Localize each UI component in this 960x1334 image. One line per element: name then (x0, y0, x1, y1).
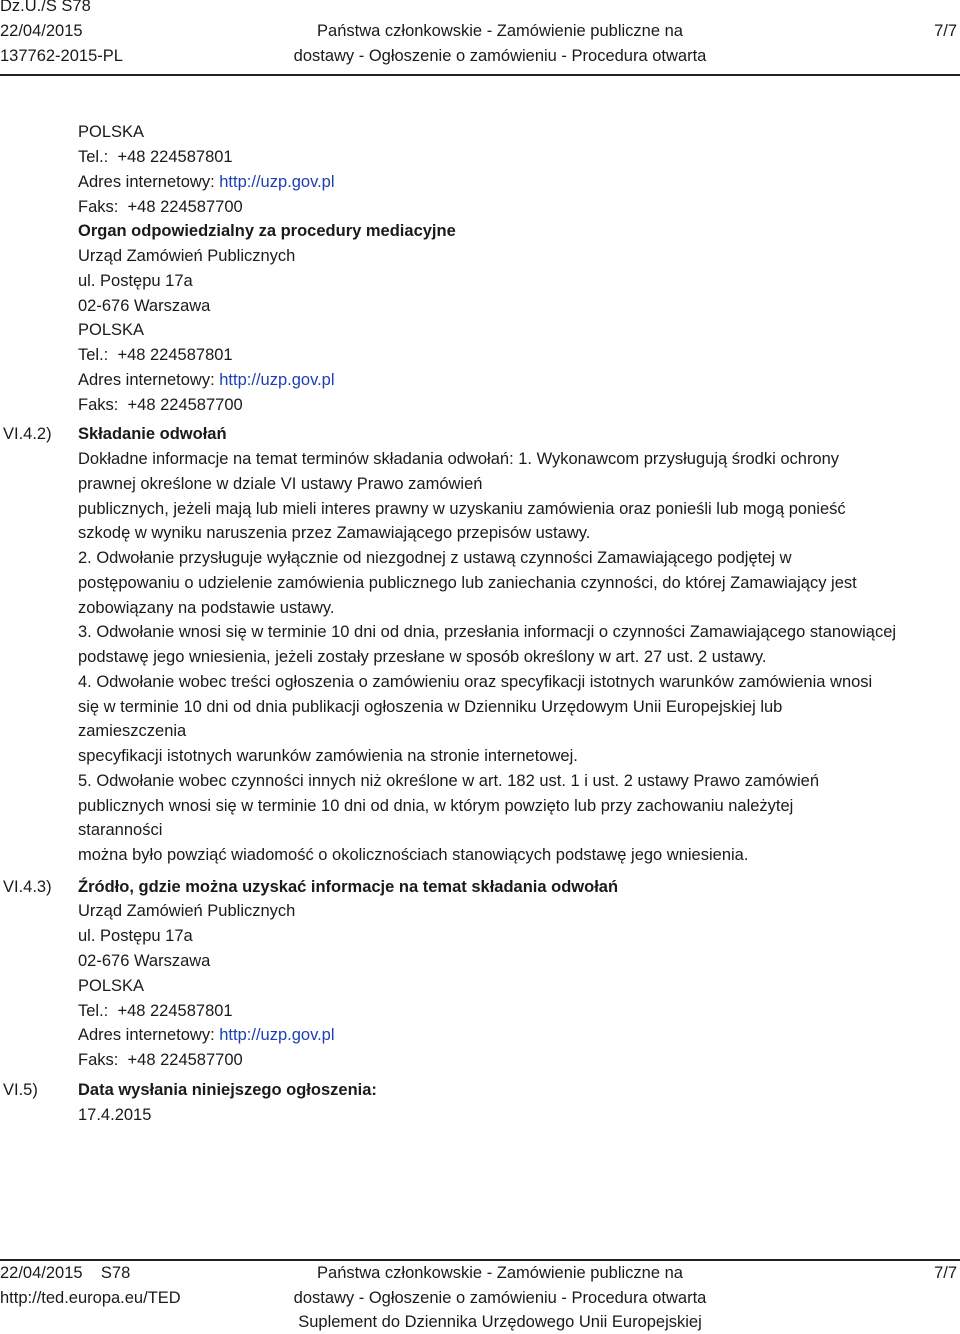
section-642-line: publicznych, jeżeli mają lub mieli interes prawny w uzyskaniu zamówienia oraz ponieśli lub mogą ponieść (78, 499, 846, 518)
section-642-line: Dokładne informacje na temat terminów składania odwołań: 1. Wykonawcom przysługują środki ochrony (78, 450, 840, 468)
header-divider (0, 74, 960, 76)
mediation-city: 02-676 Warszawa (78, 297, 211, 315)
section-643-tel: Tel.: +48 224587801 (78, 1002, 233, 1020)
section-642-line: 4. Odwołanie wobec treści ogłoszenia o zamówieniu oraz specyfikacji istotnych warunków zamówienia wnosi (78, 672, 873, 691)
header-date: 22/04/2015 (0, 22, 83, 40)
section-643-web-link[interactable]: http://uzp.gov.pl (219, 1026, 335, 1044)
section-642-line: zobowiązany na podstawie ustawy. (78, 598, 335, 617)
section-643-city: 02-676 Warszawa (78, 952, 211, 970)
section-642-line: się w terminie 10 dni od dnia publikacji ogłoszenia w Dzienniku Urzędowym Unii Europejskiej lub (78, 697, 783, 716)
contact-country: POLSKA (78, 123, 145, 141)
section-643-org: Urząd Zamówień Publicznych (78, 902, 296, 920)
header-title-2: dostawy - Ogłoszenie o zamówieniu - Procedura otwarta (293, 47, 707, 65)
section-number-643: VI.4.3) (3, 878, 52, 896)
section-642-line: postępowaniu o udzielenie zamówienia publicznego lub zaniechania czynności, do której Zamawiający jest (78, 573, 857, 592)
mediation-street: ul. Postępu 17a (78, 272, 193, 290)
section-642-line: specyfikacji istotnych warunków zamówienia na stronie internetowej. (78, 747, 578, 765)
section-642-line: można było powziąć wiadomość o okolicznościach stanowiących podstawę jego wniesienia. (78, 846, 749, 864)
contact-tel: Tel.: +48 224587801 (78, 148, 233, 166)
header-doc-id: 137762-2015-PL (0, 47, 123, 65)
header-title-1: Państwa członkowskie - Zamówienie publiczne na (317, 22, 683, 40)
section-642-line: 5. Odwołanie wobec czynności innych niż określone w art. 182 ust. 1 i ust. 2 ustawy Prawo zamówień (78, 771, 820, 790)
section-643-country: POLSKA (78, 977, 145, 995)
section-643-web: Adres internetowy: http://uzp.gov.pl (78, 1026, 335, 1044)
mediation-tel: Tel.: +48 224587801 (78, 346, 233, 364)
contact-web: Adres internetowy: http://uzp.gov.pl (78, 173, 335, 191)
header-page: 7/7 (934, 22, 957, 40)
mediation-heading: Organ odpowiedzialny za procedury mediacyjne (78, 222, 456, 240)
section-65-heading: Data wysłania niniejszego ogłoszenia: (78, 1081, 377, 1099)
mediation-web-link[interactable]: http://uzp.gov.pl (219, 371, 335, 389)
footer-url[interactable]: http://ted.europa.eu/TED (0, 1289, 181, 1307)
footer-title-3: Suplement do Dziennika Urzędowego Unii Europejskiej (298, 1313, 702, 1331)
header-journal: Dz.U./S S78 (0, 0, 91, 15)
section-642-line: szkodę w wyniku naruszenia przez Zamawiającego przepisów ustawy. (78, 524, 591, 543)
footer-date-issue: 22/04/2015 S78 (0, 1264, 131, 1282)
section-642-line: publicznych wnosi się w terminie 10 dni od dnia, w którym powzięto lub przy zachowaniu należytej (78, 796, 794, 815)
section-643-fax: Faks: +48 224587700 (78, 1051, 243, 1069)
section-number-642: VI.4.2) (3, 425, 52, 443)
section-65-date: 17.4.2015 (78, 1106, 152, 1124)
footer-title-2: dostawy - Ogłoszenie o zamówieniu - Procedura otwarta (293, 1289, 707, 1307)
section-642-heading: Składanie odwołań (78, 425, 227, 443)
section-number-65: VI.5) (3, 1081, 38, 1099)
footer-divider (0, 1259, 960, 1261)
section-642-line: podstawę jego wniesienia, jeżeli zostały przesłane w sposób określony w art. 27 ust. 2 ustawy. (78, 648, 767, 666)
contact-web-link[interactable]: http://uzp.gov.pl (219, 173, 335, 191)
section-643-street: ul. Postępu 17a (78, 927, 193, 945)
section-642-line: 3. Odwołanie wnosi się w terminie 10 dni od dnia, przesłania informacji o czynności Zamawiającego stanowiącej (78, 623, 897, 642)
section-642-line: prawnej określone w dziale VI ustawy Prawo zamówień (78, 474, 483, 493)
footer-page: 7/7 (934, 1264, 957, 1282)
mediation-org: Urząd Zamówień Publicznych (78, 247, 296, 265)
contact-fax: Faks: +48 224587700 (78, 198, 243, 216)
footer-title-1: Państwa członkowskie - Zamówienie publiczne na (317, 1264, 683, 1282)
section-642-line: zamieszczenia (78, 722, 187, 741)
section-643-heading: Źródło, gdzie można uzyskać informacje na temat składania odwołań (78, 878, 619, 896)
section-642-line: staranności (78, 821, 163, 840)
section-642-line: 2. Odwołanie przysługuje wyłącznie od niezgodnej z ustawą czynności Zamawiającego podjętej w (78, 549, 792, 567)
mediation-country: POLSKA (78, 321, 145, 339)
mediation-web: Adres internetowy: http://uzp.gov.pl (78, 371, 335, 389)
mediation-fax: Faks: +48 224587700 (78, 396, 243, 414)
